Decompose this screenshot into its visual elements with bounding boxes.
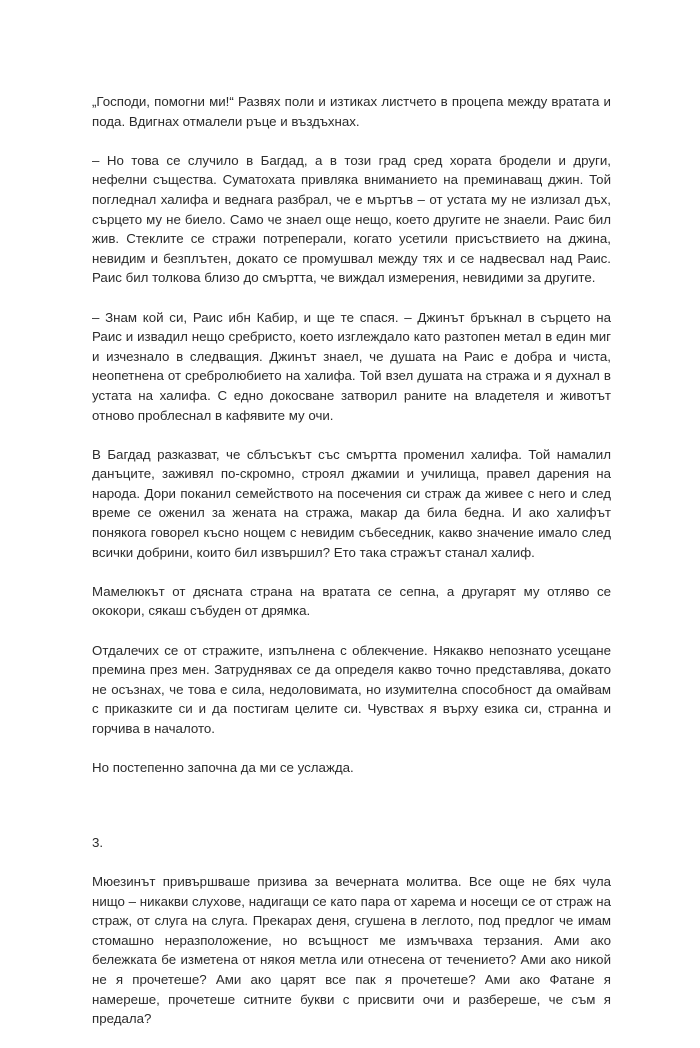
document-page bbox=[92, 92, 611, 1048]
paragraph: В Багдад разказват, че сблъсъкът със смъртта променил халифа. Той намалил данъците, заживял по-скромно, строял джамии и училища, правел дарения на народа. Дори поканил семейството на посечения си страж да живее с него и след време се оженил за жената на стража, макар да била бедна. И ако халифът понякога говорел късно нощем с невидим събеседник, какво значение имало след всички добрини, които бил извършил? Ето така стражът станал халиф. bbox=[92, 446, 611, 560]
paragraph: Мюезинът привършваше призива за вечерната молитва. Все още не бях чула нищо – никакви слухове, надигащи се като пара от харема и носещи се от страж на страж, от слуга на слуга. Прекарах деня, сгушена в леглото, под предлог че имам стомашно неразположение, но всъщност ме измъчваха терзания. Ами ако бележката бе изметена от някоя метла или отнесена от течението? Ами ако никой не я прочетеше? Ами ако царят все пак я прочетеше? Ами ако Фатане я намереше, прочетеше ситните букви с присвити очи и разбереше, че съм я предала? bbox=[92, 873, 611, 1027]
paragraph: Но постепенно започна да ми се услажда. bbox=[92, 760, 354, 776]
paragraph: „Господи, помогни ми!“ Развях поли и изтиках листчето в процепа между вратата и пода. Вдигнах отмалели ръце и въздъхнах. bbox=[92, 94, 611, 129]
paragraph: Отдалечих се от стражите, изпълнена с облекчение. Някакво непознато усещане премина през мен. Затруднявах се да определя какво точно представлява, докато не осъзнах, че това е сила, недоловимата, но изумителна способност да омайвам с приказките си и да постигам целите си. Чувствах я върху езика си, странна и горчива в началото. bbox=[92, 642, 611, 736]
paragraph: – Знам кой си, Раис ибн Кабир, и ще те спася. – Джинът бръкнал в сърцето на Раис и извадил нещо сребристо, което изглеждало като разтопен метал в един миг и изчезнало в следващия. Джинът знаел, че душата на Раис е добра и чиста, неопетнена от сребролюбието на халифа. Той взел душата на стража и я духнал в устата на халифа. С едно докосване затворил раните на владетеля и животът отново проблеснал в кафявите му очи. bbox=[92, 309, 611, 423]
paragraph: – Но това се случило в Багдад, а в този град сред хората бродели и други, нефелни същества. Суматохата привляка вниманието на преминаващ джин. Той погледнал халифа и веднага разбрал, че е мъртъв – от устата му не излизал дъх, сърцето му не биело. Само че знаел още нещо, което другите не знаели. Раис бил жив. Стеклите се стражи потреперали, когато усетили присъствието на джина, невидим и безплътен, докато се промушвал между тях и се надвесвал над Раис. Раис бил толкова близо до смъртта, че виждал измерения, невидими за другите. bbox=[92, 152, 611, 286]
chapter-number: 3. bbox=[92, 834, 104, 850]
paragraph: Мамелюкът от дясната страна на вратата се сепна, а другарят му отляво се ококори, сякаш събуден от дрямка. bbox=[92, 583, 611, 619]
